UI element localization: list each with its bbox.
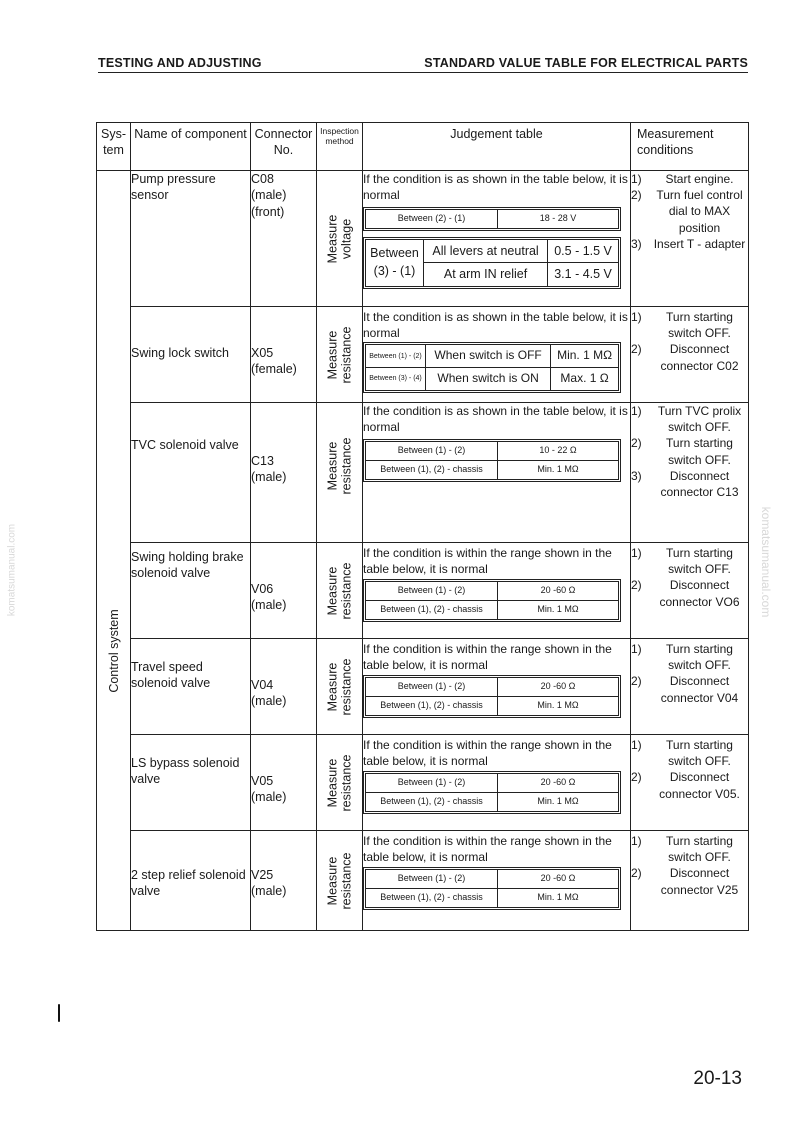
measurement-conditions: 1) Turn starting switch OFF. 2) Disconnect connector V04 bbox=[631, 639, 749, 735]
component-name: TVC solenoid valve bbox=[131, 403, 251, 543]
component-name: Travel speed solenoid valve bbox=[131, 639, 251, 735]
inspection-method: Measure resistance bbox=[317, 639, 363, 735]
col-connector: Connector No. bbox=[251, 123, 317, 171]
watermark-right: komatsumanual.com bbox=[759, 506, 773, 618]
col-name: Name of component bbox=[131, 123, 251, 171]
judgement-subtable: Between (1) - (2) 20 -60 Ω Between (1), (2) - chassis Min. 1 MΩ bbox=[365, 677, 619, 715]
judgement-cell bbox=[363, 735, 631, 831]
page-header bbox=[98, 56, 748, 70]
judgement-cell bbox=[363, 307, 631, 403]
judgement-cell bbox=[363, 171, 631, 307]
component-name: Pump pressure sensor bbox=[131, 171, 251, 307]
col-system: Sys- tem bbox=[97, 123, 131, 171]
judgement-subtable: Between (2) - (1) 18 - 28 V bbox=[365, 209, 619, 229]
measurement-conditions: 1) Turn starting switch OFF. 2) Disconnect connector VO6 bbox=[631, 543, 749, 639]
judgement-cell bbox=[363, 639, 631, 735]
judgement-subtable: Between (3) - (1) All levers at neutral 0.5 - 1.5 V At arm IN relief 3.1 - 4.5 V bbox=[365, 239, 619, 287]
inspection-method: Measure resistance bbox=[317, 831, 363, 931]
measurement-conditions: 1) Start engine. 2) Turn fuel control dial to MAX position 3) Insert T - adapter bbox=[631, 171, 749, 307]
component-name: 2 step relief solenoid valve bbox=[131, 831, 251, 931]
connector-no: X05 (female) bbox=[251, 307, 317, 403]
header-left-title: TESTING AND ADJUSTING bbox=[98, 56, 262, 70]
inspection-method: Measure resistance bbox=[317, 403, 363, 543]
judgement-text: If the condition is within the range shown in the table below, it is normal bbox=[363, 834, 612, 865]
connector-no: C13 (male) bbox=[251, 403, 317, 543]
judgement-text: If the condition is within the range shown in the table below, it is normal bbox=[363, 738, 612, 769]
judgement-cell bbox=[363, 831, 631, 931]
judgement-subtable: Between (1) - (2) When switch is OFF Min. 1 MΩ Between (3) - (4) When switch is ON Max. 1 Ω bbox=[365, 344, 619, 390]
table-row bbox=[97, 831, 749, 931]
table-row bbox=[97, 307, 749, 403]
margin-mark bbox=[58, 1004, 60, 1022]
table-row bbox=[97, 639, 749, 735]
connector-no: V05 (male) bbox=[251, 735, 317, 831]
table-row bbox=[97, 171, 749, 307]
table-row bbox=[97, 403, 749, 543]
connector-no: V06 (male) bbox=[251, 543, 317, 639]
table-header-row bbox=[97, 123, 749, 171]
inspection-method: Measure resistance bbox=[317, 543, 363, 639]
judgement-subtable: Between (1) - (2) 20 -60 Ω Between (1), (2) - chassis Min. 1 MΩ bbox=[365, 581, 619, 619]
standard-value-table bbox=[96, 122, 749, 931]
col-method: Inspection method bbox=[317, 123, 363, 171]
system-cell bbox=[97, 171, 131, 931]
judgement-text: If the condition is as shown in the table below, it is normal bbox=[363, 172, 628, 203]
component-name: LS bypass solenoid valve bbox=[131, 735, 251, 831]
inspection-method: Measure resistance bbox=[317, 735, 363, 831]
connector-no: V04 (male) bbox=[251, 639, 317, 735]
component-name: Swing holding brake solenoid valve bbox=[131, 543, 251, 639]
col-conditions: Measurement conditions bbox=[631, 123, 749, 171]
table-row bbox=[97, 543, 749, 639]
judgement-text: If the condition is within the range shown in the table below, it is normal bbox=[363, 642, 612, 673]
table-row bbox=[97, 735, 749, 831]
judgement-cell bbox=[363, 403, 631, 543]
watermark-left: komatsumanual.com bbox=[6, 523, 18, 617]
header-rule bbox=[98, 72, 748, 73]
measurement-conditions: 1) Turn TVC prolix switch OFF. 2) Turn starting switch OFF. 3) Disconnect connector C13 bbox=[631, 403, 749, 543]
connector-no: C08 (male) (front) bbox=[251, 171, 317, 307]
measurement-conditions: 1) Turn starting switch OFF. 2) Disconnect connector V25 bbox=[631, 831, 749, 931]
judgement-subtable: Between (1) - (2) 20 -60 Ω Between (1), (2) - chassis Min. 1 MΩ bbox=[365, 773, 619, 811]
judgement-cell bbox=[363, 543, 631, 639]
judgement-subtable: Between (1) - (2) 20 -60 Ω Between (1), (2) - chassis Min. 1 MΩ bbox=[365, 869, 619, 907]
header-right-title: STANDARD VALUE TABLE FOR ELECTRICAL PARTS bbox=[424, 56, 748, 70]
judgement-text: If the condition is as shown in the table below, it is normal bbox=[363, 404, 628, 435]
connector-no: V25 (male) bbox=[251, 831, 317, 931]
system-label: Control system bbox=[106, 609, 121, 693]
component-name: Swing lock switch bbox=[131, 307, 251, 403]
measurement-conditions: 1) Turn starting switch OFF. 2) Disconnect connector C02 bbox=[631, 307, 749, 403]
judgement-subtable: Between (1) - (2) 10 - 22 Ω Between (1), (2) - chassis Min. 1 MΩ bbox=[365, 441, 619, 479]
page-number: 20-13 bbox=[693, 1068, 742, 1089]
col-judgement: Judgement table bbox=[363, 123, 631, 171]
measurement-conditions: 1) Turn starting switch OFF. 2) Disconnect connector V05. bbox=[631, 735, 749, 831]
judgement-text: If the condition is within the range shown in the table below, it is normal bbox=[363, 546, 612, 577]
judgement-text: It the condition is as shown in the table below, it is normal bbox=[363, 310, 628, 341]
inspection-method: Measure resistance bbox=[317, 307, 363, 403]
inspection-method: Measure voltage bbox=[317, 171, 363, 307]
